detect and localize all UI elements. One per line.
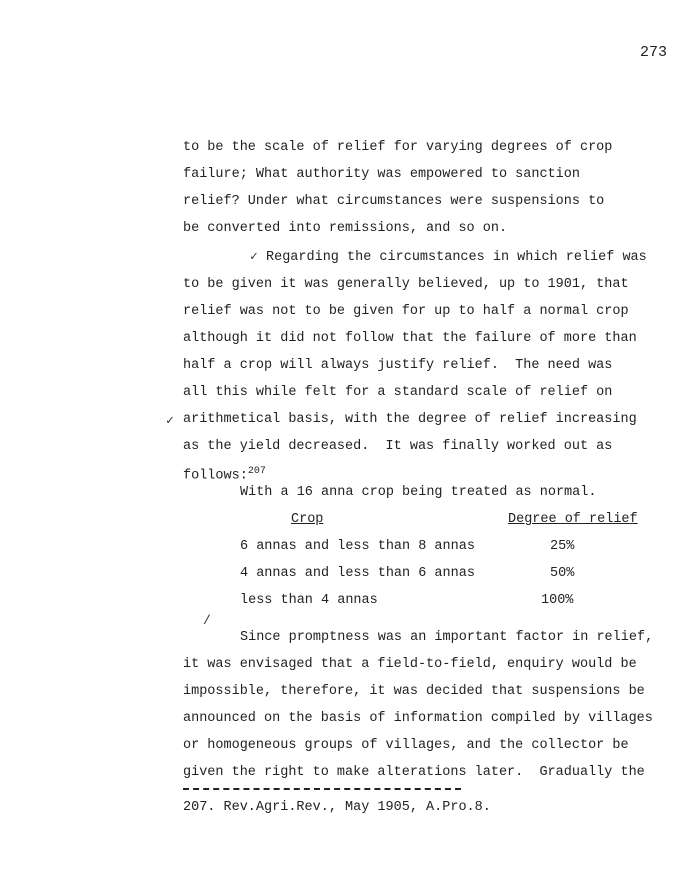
- table-cell-degree: 25%: [550, 539, 575, 554]
- text-line: be converted into remissions, and so on.: [183, 221, 508, 236]
- text-line: Since promptness was an important factor in relief,: [240, 630, 654, 645]
- text-line: or homogeneous groups of villages, and the collector be: [183, 738, 629, 753]
- page-number: 273: [640, 44, 668, 61]
- table-header-degree: Degree of relief: [508, 512, 638, 527]
- text-line: Regarding the circumstances in which relief was: [266, 250, 647, 265]
- text-line: failure; What authority was empowered to sanction: [183, 167, 580, 182]
- text-line: given the right to make alterations later. Gradually the: [183, 765, 645, 780]
- text-line: to be the scale of relief for varying degrees of crop: [183, 140, 613, 155]
- text-line: all this while felt for a standard scale of relief on: [183, 385, 613, 400]
- table-cell-crop: 4 annas and less than 6 annas: [240, 566, 475, 581]
- footnote-ref: 207: [247, 466, 266, 477]
- text-line: to be given it was generally believed, up to 1901, that: [183, 277, 629, 292]
- text-line: although it did not follow that the failure of more than: [183, 331, 637, 346]
- text-line: impossible, therefore, it was decided that suspensions be: [183, 684, 645, 699]
- footnote: 207. Rev.Agri.Rev., May 1905, A.Pro.8.: [183, 800, 491, 815]
- table-cell-crop: 6 annas and less than 8 annas: [240, 539, 475, 554]
- table-cell-crop: less than 4 annas: [240, 593, 378, 608]
- check-mark-icon: ✓: [250, 249, 258, 264]
- text-line: as the yield decreased. It was finally worked out as: [183, 439, 613, 454]
- text-line: relief was not to be given for up to half a normal crop: [183, 304, 629, 319]
- table-cell-degree: 100%: [541, 593, 574, 608]
- text-line: [183, 466, 266, 484]
- text-line: arithmetical basis, with the degree of relief increasing: [183, 412, 637, 427]
- table-header-crop: Crop: [291, 512, 324, 527]
- footnote-divider: [183, 788, 461, 790]
- text-line: relief? Under what circumstances were suspensions to: [183, 194, 605, 209]
- table-cell-degree: 50%: [550, 566, 575, 581]
- check-mark-icon: /: [203, 613, 211, 628]
- text-line: announced on the basis of information compiled by villages: [183, 711, 653, 726]
- check-mark-icon: ✓: [166, 413, 174, 428]
- follows-text: follows:: [183, 468, 248, 484]
- text-line: half a crop will always justify relief. The need was: [183, 358, 613, 373]
- text-line: it was envisaged that a field-to-field, enquiry would be: [183, 657, 637, 672]
- table-intro: With a 16 anna crop being treated as normal.: [240, 485, 597, 500]
